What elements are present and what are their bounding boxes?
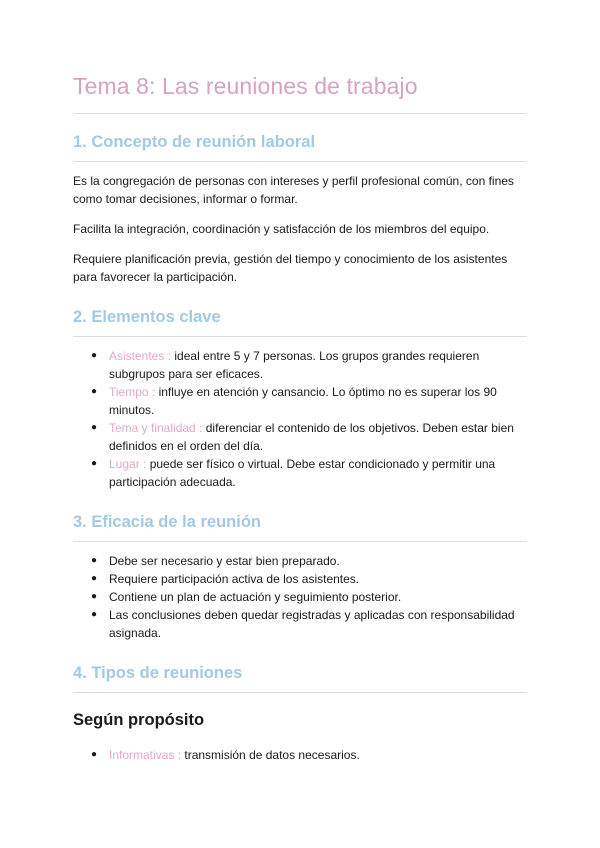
list-text: Las conclusiones deben quedar registradas y aplicadas con responsabilidad asignada. [109,608,515,640]
list-item [73,347,527,383]
page-title: Tema 8: Las reuniones de trabajo [73,73,418,99]
bullet-icon: ● [91,609,98,620]
list-term: Asistentes : [109,349,172,363]
subheading-segun-proposito: Según propósito [73,711,205,729]
list-text: puede ser físico o virtual. Debe estar condicionado y permitir una participación adecuada. [109,457,496,489]
efficacy-list [73,552,527,642]
meeting-types-list [73,746,527,764]
bullet-icon: ● [91,749,98,760]
section-divider [73,541,527,542]
list-text: Requiere participación activa de los asistentes. [109,572,360,586]
list-text: Debe ser necesario y estar bien preparado. [109,554,340,568]
bullet-icon: ● [91,573,98,584]
list-text: Contiene un plan de actuación y seguimiento posterior. [109,590,402,604]
list-item [73,570,527,588]
list-item [73,552,527,570]
paragraph: Requiere planificación previa, gestión del tiempo y conocimiento de los asistentes para favorecer la participación. [73,252,508,284]
bullet-icon: ● [91,591,98,602]
list-item [73,383,527,419]
list-item [73,606,527,642]
list-term: Tema y finalidad : [109,421,203,435]
section-divider [73,161,527,162]
bullet-icon: ● [91,350,98,361]
list-text: diferenciar el contenido de los objetivos. Deben estar bien definidos en el orden del día. [109,421,514,453]
list-term: Informativas : [109,748,182,762]
bullet-icon: ● [91,422,98,433]
section-heading-eficacia: 3. Eficacia de la reunión [73,513,261,531]
list-item [73,455,527,491]
title-divider [73,113,527,114]
key-elements-list [73,347,527,491]
paragraph: Es la congregación de personas con intereses y perfil profesional común, con fines como tomar decisiones, informar o formar. [73,174,514,206]
list-text: ideal entre 5 y 7 personas. Los grupos grandes requieren subgrupos para ser eficaces. [109,349,480,381]
list-text: transmisión de datos necesarios. [184,748,360,762]
section-heading-elementos: 2. Elementos clave [73,308,221,326]
list-item [73,588,527,606]
list-item [73,419,527,455]
bullet-icon: ● [91,555,98,566]
list-term: Lugar : [109,457,147,471]
paragraph: Facilita la integración, coordinación y satisfacción de los miembros del equipo. [73,222,490,236]
bullet-icon: ● [91,386,98,397]
section-divider [73,692,527,693]
bullet-icon: ● [91,458,98,469]
list-term: Tiempo : [109,385,156,399]
list-item [73,746,527,764]
list-text: influye en atención y cansancio. Lo óptimo no es superar los 90 minutos. [109,385,497,417]
section-divider [73,336,527,337]
section-heading-tipos: 4. Tipos de reuniones [73,664,243,682]
section-heading-concepto: 1. Concepto de reunión laboral [73,133,316,151]
